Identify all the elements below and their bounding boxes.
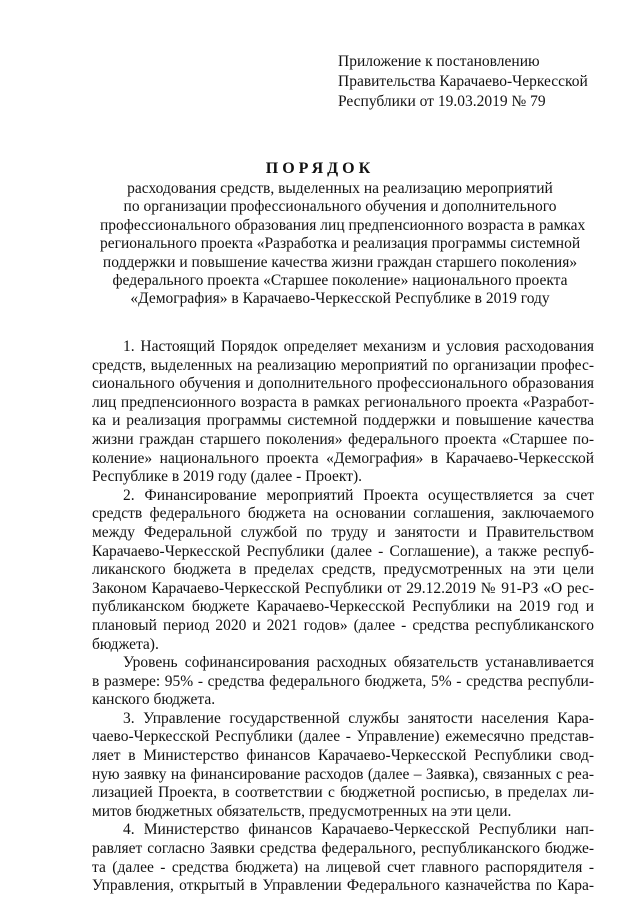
text-line: лиц предпенсионного возраста в рамках регионального проекта «Разработ- <box>92 393 594 411</box>
subtitle-line: профессионального образования лиц предпенсионного возраста в рамках <box>100 216 586 234</box>
subtitle-line: «Демография» в Карачаево-Черкесской Республике в 2019 году <box>130 290 550 308</box>
subtitle-line: федерального проекта «Старшее поколение» национального проекта <box>112 272 568 290</box>
text-line: лизацией Проекта, в соответствии с бюджетной росписью, в пределах ли- <box>92 784 594 802</box>
text-line: публиканском бюджете Карачаево-Черкесской Республики на 2019 год и <box>92 598 594 616</box>
text-line: коление» национального проекта «Демография» в Карачаево-Черкесской <box>92 449 594 467</box>
text-line: 2. Финансирование мероприятий Проекта осуществляется за счет <box>123 486 594 504</box>
paragraph-2 <box>92 487 594 654</box>
text-line: та (далее - средства бюджета) на лицевой счет главного распорядителя - <box>92 858 594 876</box>
subtitle-line: расходования средств, выделенных на реализацию мероприятий <box>127 180 553 197</box>
header-line: Приложение к постановлению <box>338 53 540 70</box>
text-line: Управления, открытый в Управлении Федерального казначейства по Кара- <box>92 877 594 895</box>
text-line: бюджета). <box>92 635 159 653</box>
text-line: митов бюджетных обязательств, предусмотренных на эти цели. <box>92 802 512 820</box>
text-line: чаево-Черкесской Республики (далее - Управление) ежемесячно представ- <box>92 728 594 746</box>
text-line: канского бюджета. <box>92 691 216 709</box>
text-line: сионального обучения и дополнительного профессионального образования <box>92 375 594 393</box>
text-line: ную заявку на финансирование расходов (далее – Заявка), связанных с реа- <box>92 765 594 783</box>
text-line: Карачаево-Черкесской Республики (далее - Соглашение), а также респуб- <box>92 542 594 560</box>
document-subtitle <box>100 180 586 309</box>
subtitle-line: регионального проекта «Разработка и реализация программы системной <box>100 235 581 253</box>
text-line: плановый период 2020 и 2021 годов» (далее - средства республиканского <box>92 616 594 634</box>
header-line: Правительства Карачаево-Черкесской <box>338 73 588 90</box>
text-line: ка и реализация программы системной поддержки и повышение качества <box>92 412 594 430</box>
document-body <box>92 338 594 896</box>
paragraph-4 <box>92 821 594 895</box>
text-line: равляет согласно Заявки средства федерального, республиканского бюдже- <box>92 840 594 858</box>
text-line: Уровень софинансирования расходных обязательств устанавливается <box>123 654 594 672</box>
text-line: средств федерального бюджета на основании соглашения, заключаемого <box>92 505 594 523</box>
text-line: 3. Управление государственной службы занятости населения Кара- <box>123 709 594 727</box>
paragraph-cofinancing <box>92 654 594 710</box>
text-line: ликанского бюджета в пределах средств, предусмотренных на эти цели <box>92 561 594 579</box>
text-line: между Федеральной службой по труду и занятости и Правительством <box>92 523 594 541</box>
paragraph-1 <box>92 338 594 487</box>
subtitle-line: поддержки и повышение качества жизни граждан старшего поколения» <box>102 253 578 271</box>
text-line: средств, выделенных на реализацию мероприятий по организации профес- <box>92 356 594 374</box>
subtitle-line: по организации профессионального обучения и дополнительного <box>123 198 557 216</box>
document-title: ПОРЯДОК <box>265 160 375 177</box>
paragraph-3 <box>92 710 594 822</box>
text-line: 1. Настоящий Порядок определяет механизм и условия расходования <box>123 338 594 355</box>
appendix-header <box>338 52 628 112</box>
text-line: в размере: 95% - средства федерального бюджета, 5% - средства республи- <box>92 672 594 690</box>
text-line: ляет в Министерство финансов Карачаево-Черкесской Республики свод- <box>92 747 594 765</box>
text-line: 4. Министерство финансов Карачаево-Черкесской Республики нап- <box>123 821 594 839</box>
text-line: Законом Карачаево-Черкесской Республики от 29.12.2019 № 91-РЗ «О рес- <box>92 579 594 597</box>
text-line: жизни граждан старшего поколения» федерального проекта «Старшее по- <box>92 430 594 448</box>
text-line: Республике в 2019 году (далее - Проект). <box>92 468 363 486</box>
header-line: Республики от 19.03.2019 № 79 <box>338 93 546 110</box>
